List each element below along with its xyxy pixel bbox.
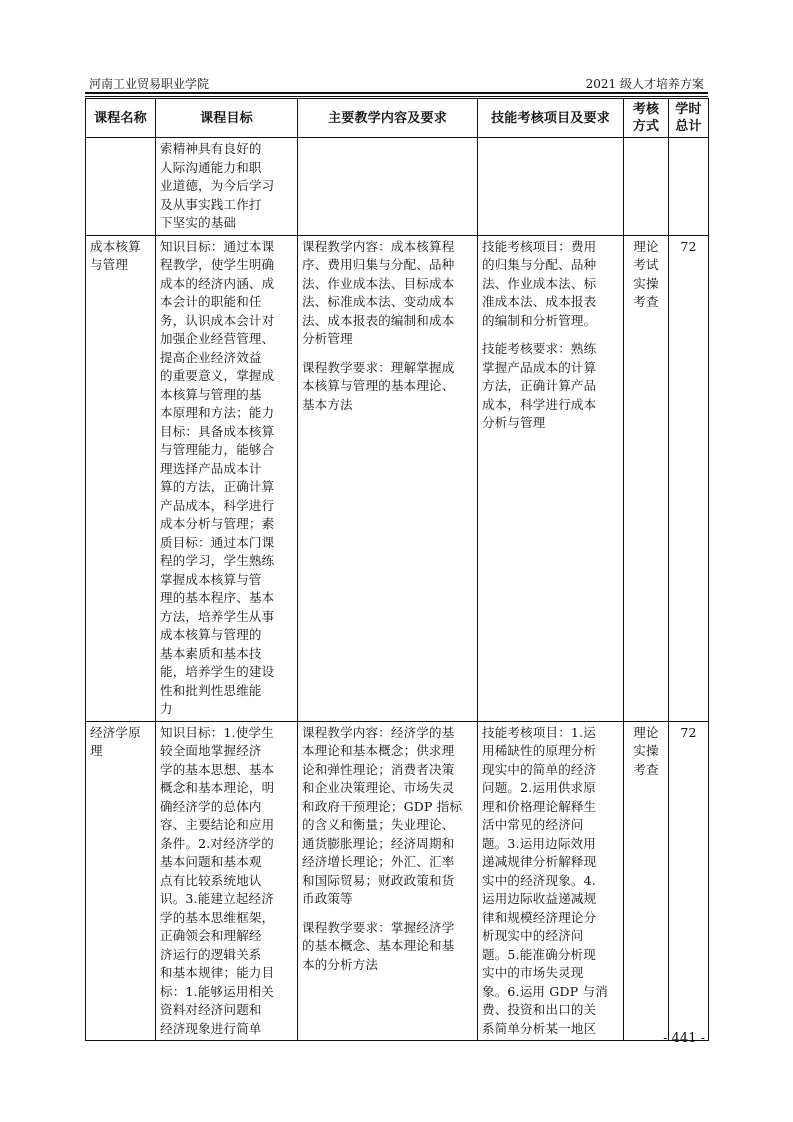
- skill-assessment-cell: [478, 721, 624, 1041]
- school-name: 河南工业贸易职业学院: [89, 77, 210, 91]
- col-header-total-hours: 学时 总计: [669, 99, 709, 138]
- teaching-content-text: 课程教学内容：成本核算程 序、费用归集与分配、品种 法、作业成本法、目标成本 法、标准成本法、变动成本 法、成本报表的编制和成本 分析管理: [302, 238, 455, 346]
- exam-method-cell: 理论 考试 实操 考查: [624, 235, 669, 721]
- col-header-skill-assessment: 技能考核项目及要求: [478, 99, 624, 138]
- teaching-requirement-text: 课程教学要求：理解掌握成 本核算与管理的基本理论、 基本方法: [302, 359, 455, 412]
- course-table: [85, 98, 709, 1041]
- course-goal-cell: 索精神具有良好的 人际沟通能力和职 业道德，为今后学习 及从事实践工作打 下坚实的基础: [156, 138, 298, 236]
- teaching-content-cell: [298, 721, 478, 1041]
- course-goal-cell: 知识目标：1.使学生 较全面地掌握经济 学的基本思想、基本 概念和基本理论，明 确经济学的总体内 容、主要结论和应用 条件。2.对经济学的 基本问题和基本观 点有比较系统地认 识。3.能建立起经济 学的基本思维框架， 正确领会和理解经 济运行的逻辑关系 和基本规律；能力目 标：1.能够运用相关 资料对经济问题和 经济现象进行简单: [156, 721, 298, 1041]
- skill-assessment-cell: [478, 235, 624, 721]
- col-header-course-goal: 课程目标: [156, 99, 298, 138]
- col-header-teaching-content: 主要教学内容及要求: [298, 99, 478, 138]
- skill-requirement-text: 技能考核要求：熟练 掌握产品成本的计算 方法，正确计算产品 成本，科学进行成本 分析与管理: [482, 341, 597, 430]
- plan-title: 2021 级人才培养方案: [585, 77, 704, 91]
- course-name-cell: 经济学原 理: [86, 721, 156, 1041]
- teaching-requirement-text: 课程教学要求：掌握经济学 的基本概念、基本理论和基 本的分析方法: [302, 919, 455, 972]
- skill-item-text: 技能考核项目：1.运 用稀缺性的原理分析 现实中的简单的经济 问题。2.运用供求原 理和价格理论解释生 活中常见的经济问 题。3.运用边际效用 递减规律分析解释现 实中的经济现象。4. 运用边际收益递减规 律和规模经济理论分 析现实中的经济问 题。5.能准确分析现 实中的市场失灵现 象。6.运用 GDP 与消 费、投资和出口的关 系简单分析某一地区: [482, 724, 608, 1036]
- course-goal-cell: 知识目标：通过本课 程教学，使学生明确 成本的经济内涵、成 本会计的职能和任 务，认识成本会计对 加强企业经营管理、 提高企业经济效益 的重要意义，掌握成 本核算与管理的基 本原理和方法；能力 目标：具备成本核算 与管理能力，能够合 理选择产品成本计 算的方法，正确计算 产品成本，科学进行 成本分析与管理；素 质目标：通过本门课 程的学习，学生熟练 掌握成本核算与管 理的基本程序、基本 方法，培养学生从事 成本核算与管理的 基本素质和基本技 能，培养学生的建设 性和批判性思维能 力: [156, 235, 298, 721]
- teaching-content-text: 课程教学内容：经济学的基 本理论和基本概念；供求理 论和弹性理论；消费者决策 和企业决策理论、市场失灵 和政府干预理论；GDP 指标 的含义和衡量；失业理论、 通货膨胀理论；经济周期和 经济增长理论；外汇、汇率 和国际贸易；财政政策和货 币政策等: [302, 724, 463, 906]
- skill-assessment-cell: [478, 138, 624, 236]
- col-header-exam-method: 考核 方式: [624, 99, 669, 138]
- teaching-content-cell: [298, 138, 478, 236]
- table-row: [86, 138, 709, 236]
- course-name-cell: 成本核算 与管理: [86, 235, 156, 721]
- total-hours-cell: [669, 138, 709, 236]
- teaching-content-cell: [298, 235, 478, 721]
- total-hours-cell: 72: [669, 721, 709, 1041]
- page-header: [85, 74, 708, 94]
- total-hours-cell: 72: [669, 235, 709, 721]
- col-header-course-name: 课程名称: [86, 99, 156, 138]
- course-name-cell: [86, 138, 156, 236]
- table-row: [86, 235, 709, 721]
- page-number: - 441 -: [663, 1031, 705, 1046]
- table-header-row: [86, 99, 709, 138]
- table-row: [86, 721, 709, 1041]
- skill-item-text: 技能考核项目：费用 的归集与分配、品种 法、作业成本法、标 准成本法、成本报表 的编制和分析管理。: [482, 238, 597, 328]
- exam-method-cell: 理论 实操 考查: [624, 721, 669, 1041]
- header-rule: [85, 96, 708, 97]
- exam-method-cell: [624, 138, 669, 236]
